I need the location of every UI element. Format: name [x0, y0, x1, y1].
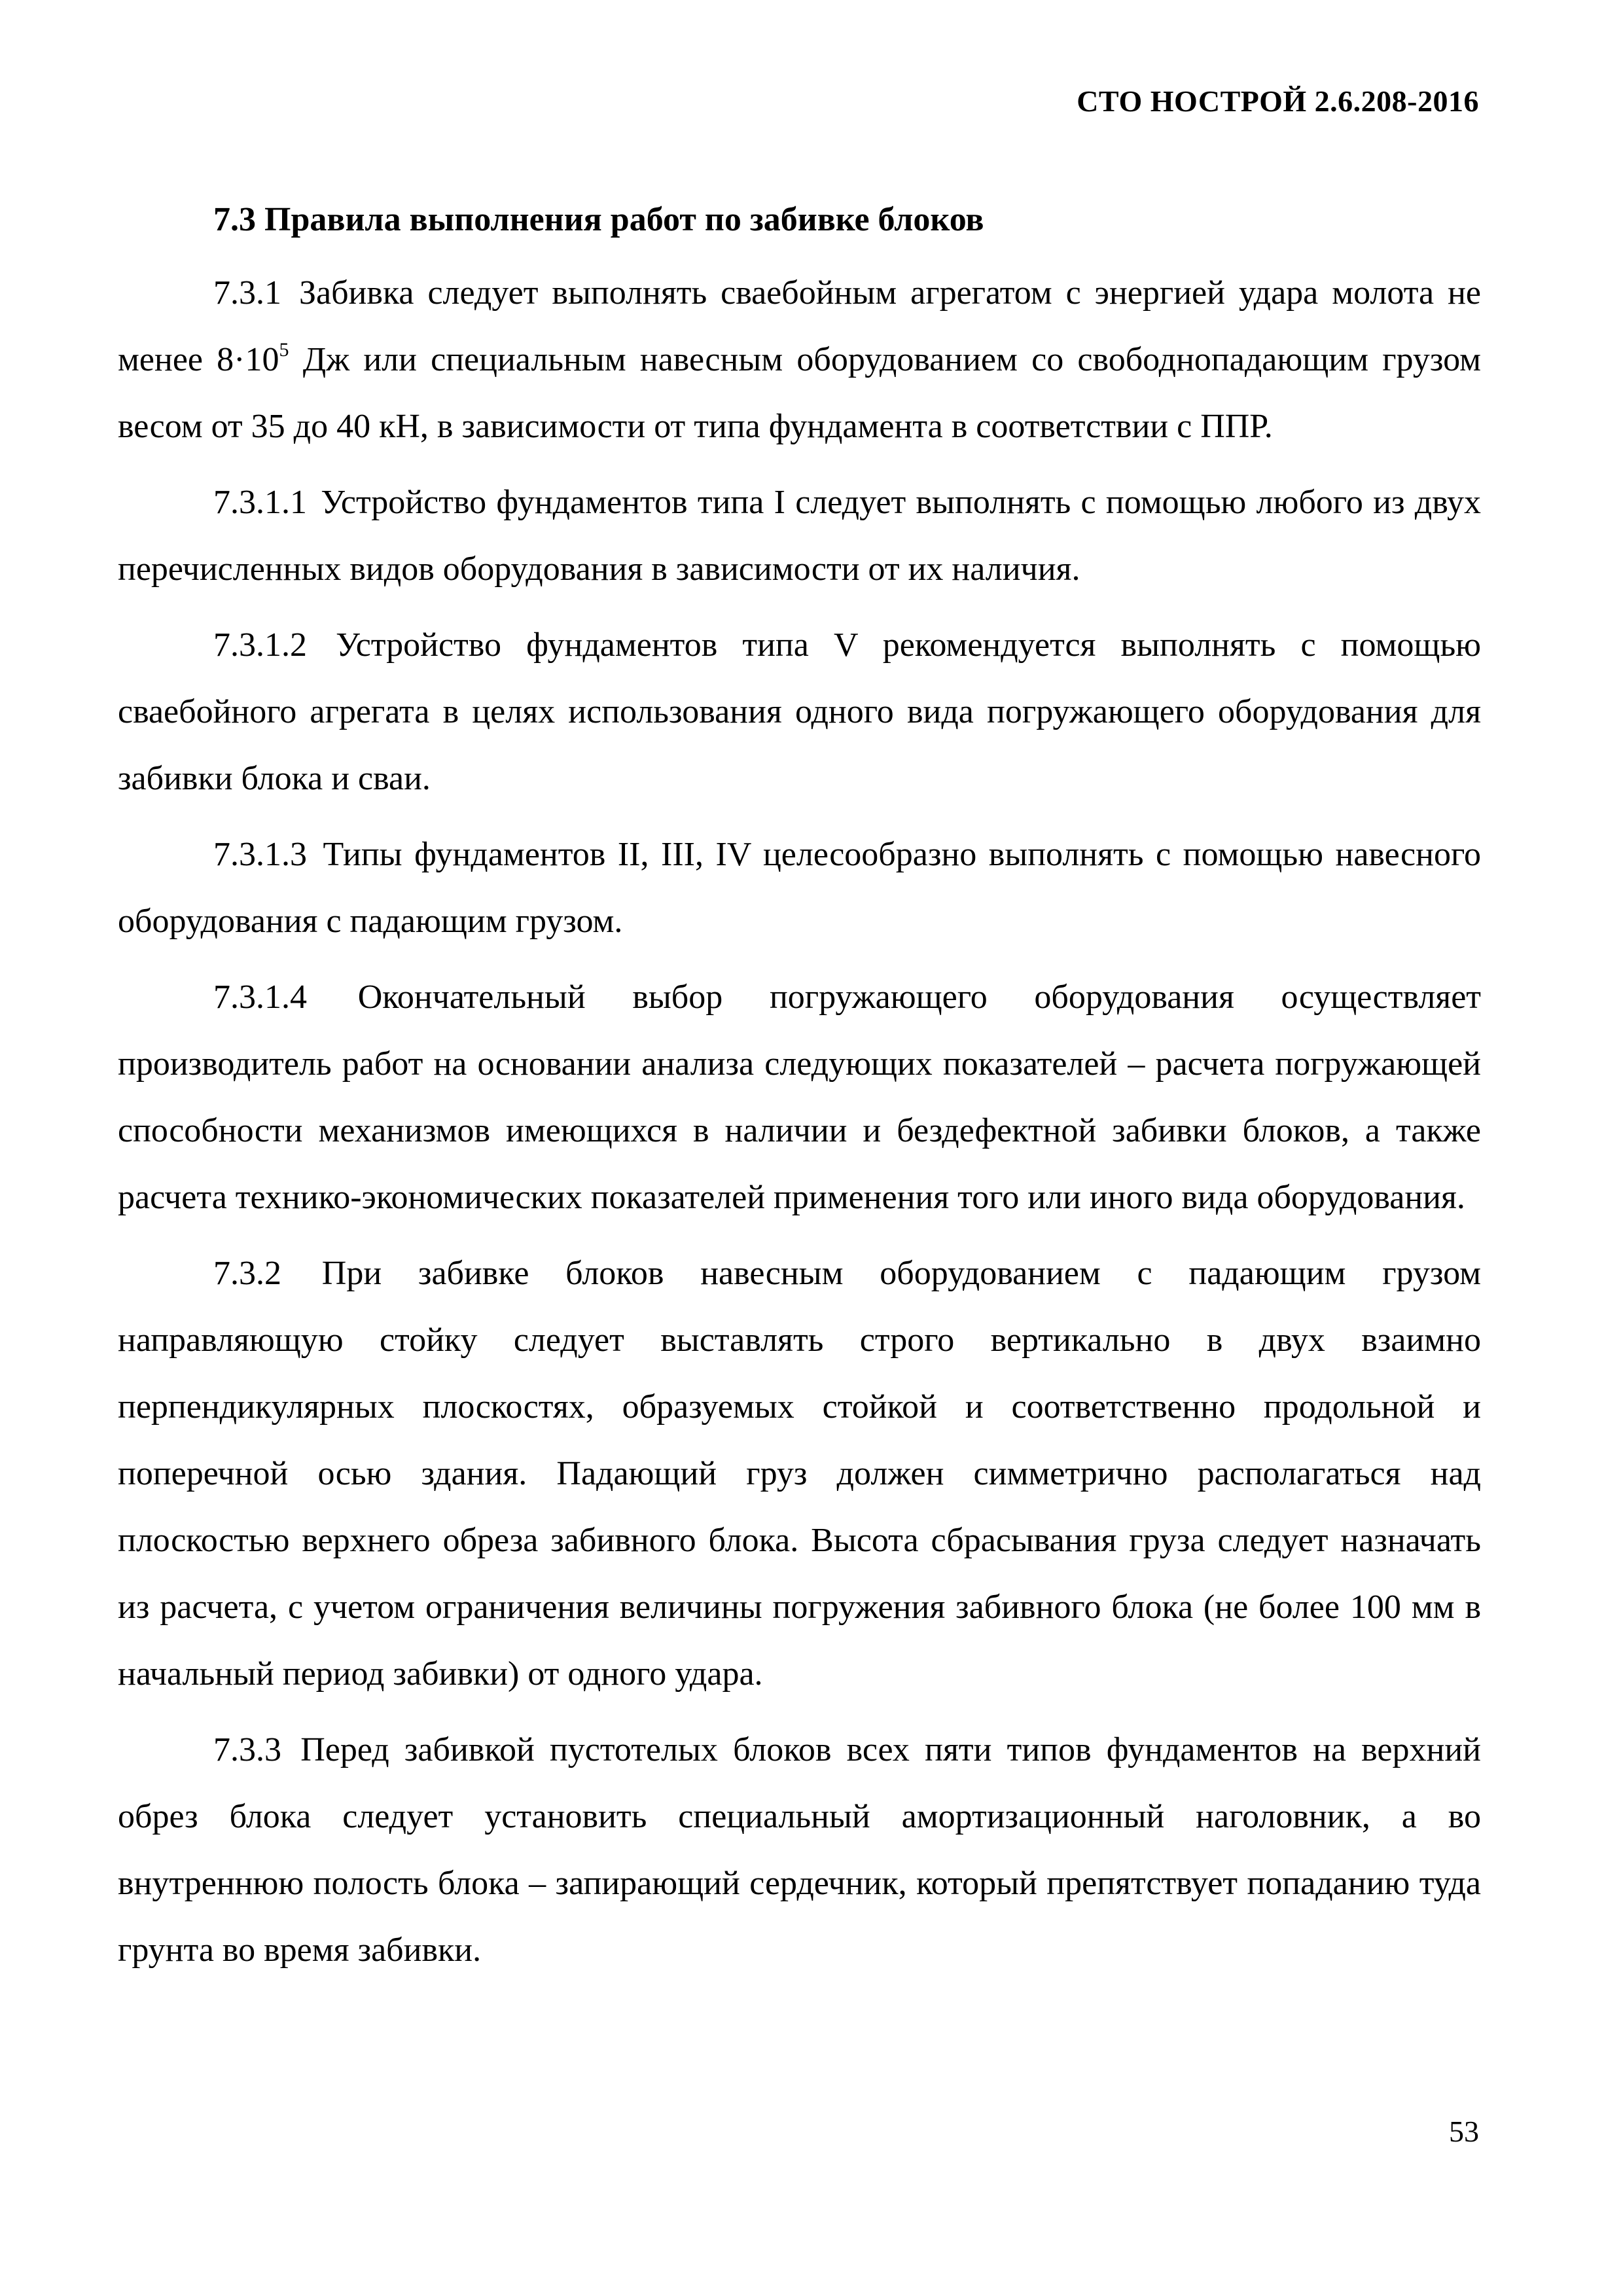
paragraph-7-3-1 [118, 260, 1481, 460]
paragraph-text: При забивке блоков навесным оборудованием с падающим грузом направляющую стойку следует выставлять строго вертикально в двух взаимно перпендикулярных плоскостях, образуемых стойкой и соответственно продольной и поперечной осью здания. Падающий груз должен симметрично располагаться над плоскостью верхнего обреза забивного блока. Высота сбрасывания груза следует назначать из расчета, с учетом ограничения величины погружения забивного блока (не более 100 мм в начальный период забивки) от одного удара. [118, 1255, 1482, 1693]
paragraph-number: 7.3.1.1 [213, 484, 307, 521]
paragraph-number: 7.3.1 [213, 274, 281, 312]
paragraph-number: 7.3.3 [213, 1731, 281, 1768]
paragraph-number: 7.3.1.2 [213, 626, 307, 664]
paragraph-number: 7.3.2 [213, 1255, 281, 1292]
paragraph-text: Устройство фундаментов типа I следует выполнять с помощью любого из двух перечисленных видов оборудования в зависимости от их наличия. [118, 484, 1482, 588]
paragraph-7-3-1-1 [118, 469, 1481, 603]
paragraph-text: Дж или специальным навесным оборудованием со свободнопадающим грузом весом от 35 до 40 кН, в зависимости от типа фундамента в соответствии с ППР. [118, 341, 1482, 445]
paragraph-number: 7.3.1.3 [213, 836, 307, 873]
paragraph-text: Окончательный выбор погружающего оборудования осуществляет производитель работ на основании анализа следующих показателей – расчета погружающей способности механизмов имеющихся в наличии и бездефектной забивки блоков, а также расчета технико-экономических показателей применения того или иного вида оборудования. [118, 978, 1482, 1216]
paragraph-7-3-1-2 [118, 612, 1481, 812]
paragraph-text: Перед забивкой пустотелых блоков всех пяти типов фундаментов на верхний обрез блока следует установить специальный амортизационный наголовник, а во внутреннюю полость блока – запирающий сердечник, который препятствует попаданию туда грунта во время забивки. [118, 1731, 1481, 1969]
paragraph-text: Устройство фундаментов типа V рекомендуется выполнять с помощью сваебойного агрегата в целях использования одного вида погружающего оборудования для забивки блока и сваи. [118, 626, 1482, 797]
paragraph-number: 7.3.1.4 [213, 978, 307, 1016]
document-code-header: СТО НОСТРОЙ 2.6.208-2016 [1077, 84, 1479, 118]
section-title: 7.3 Правила выполнения работ по забивке блоков [213, 201, 984, 238]
page-number: 53 [1449, 2115, 1479, 2148]
page-content [118, 187, 1481, 1993]
paragraph-text: Типы фундаментов II, III, IV целесообразно выполнять с помощью навесного оборудования с падающим грузом. [118, 836, 1482, 940]
paragraph-7-3-2 [118, 1240, 1481, 1708]
superscript-exponent: 5 [279, 339, 289, 361]
paragraph-7-3-3 [118, 1717, 1481, 1984]
paragraph-7-3-1-3 [118, 821, 1481, 955]
paragraph-7-3-1-4 [118, 964, 1481, 1231]
paragraph-text: Забивка следует выполнять сваебойным агрегатом с энергией удара молота не менее 8·10 [118, 274, 1481, 378]
